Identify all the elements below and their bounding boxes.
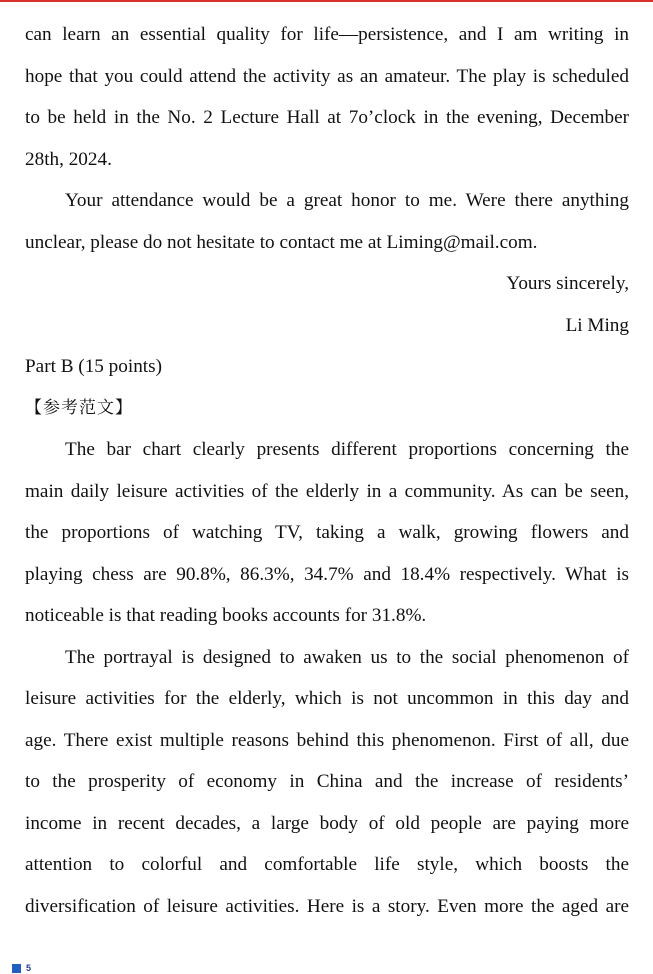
essay-line: to the prosperity of economy in China and the increase of residents’ xyxy=(25,771,629,792)
essay-line: leisure activities for the elderly, which is not uncommon in this day and xyxy=(25,688,629,709)
document-page xyxy=(25,14,629,927)
essay-line: the proportions of watching TV, taking a walk, growing flowers and xyxy=(25,522,629,543)
part-b-heading: Part B (15 points) xyxy=(25,356,162,377)
page-number: 5 xyxy=(26,963,32,973)
essay-line: attention to colorful and comfortable life style, which boosts the xyxy=(25,854,629,875)
essay-line: playing chess are 90.8%, 86.3%, 34.7% and 18.4% respectively. What is xyxy=(25,563,629,585)
letter-line: Your attendance would be a great honor to me. Were there anything xyxy=(65,190,629,211)
letter-line: can learn an essential quality for life—persistence, and I am writing in xyxy=(25,24,629,45)
page-footer xyxy=(12,962,31,974)
essay-line: diversification of leisure activities. Here is a story. Even more the aged are xyxy=(25,895,629,917)
essay-line: The portrayal is designed to awaken us to the social phenomenon of xyxy=(65,646,629,668)
sample-essay-label: 【参考范文】 xyxy=(25,397,133,418)
essay-line: main daily leisure activities of the elderly in a community. As can be seen, xyxy=(25,480,629,502)
letter-line: to be held in the No. 2 Lecture Hall at 7o’clock in the evening, December xyxy=(25,107,629,128)
letter-closing: Yours sincerely, xyxy=(506,273,629,294)
essay-line: The bar chart clearly presents different proportions concerning the xyxy=(65,439,629,460)
letter-line: hope that you could attend the activity as an amateur. The play is scheduled xyxy=(25,65,629,87)
footer-square-icon xyxy=(12,964,21,973)
essay-line: income in recent decades, a large body of old people are paying more xyxy=(25,812,629,834)
top-rule xyxy=(0,0,653,2)
essay-line: age. There exist multiple reasons behind this phenomenon. First of all, due xyxy=(25,729,629,751)
letter-line: 28th, 2024. xyxy=(25,148,112,170)
letter-line: unclear, please do not hesitate to contact me at Liming@mail.com. xyxy=(25,231,538,253)
essay-line: noticeable is that reading books accounts for 31.8%. xyxy=(25,605,427,626)
letter-signature: Li Ming xyxy=(565,314,629,336)
